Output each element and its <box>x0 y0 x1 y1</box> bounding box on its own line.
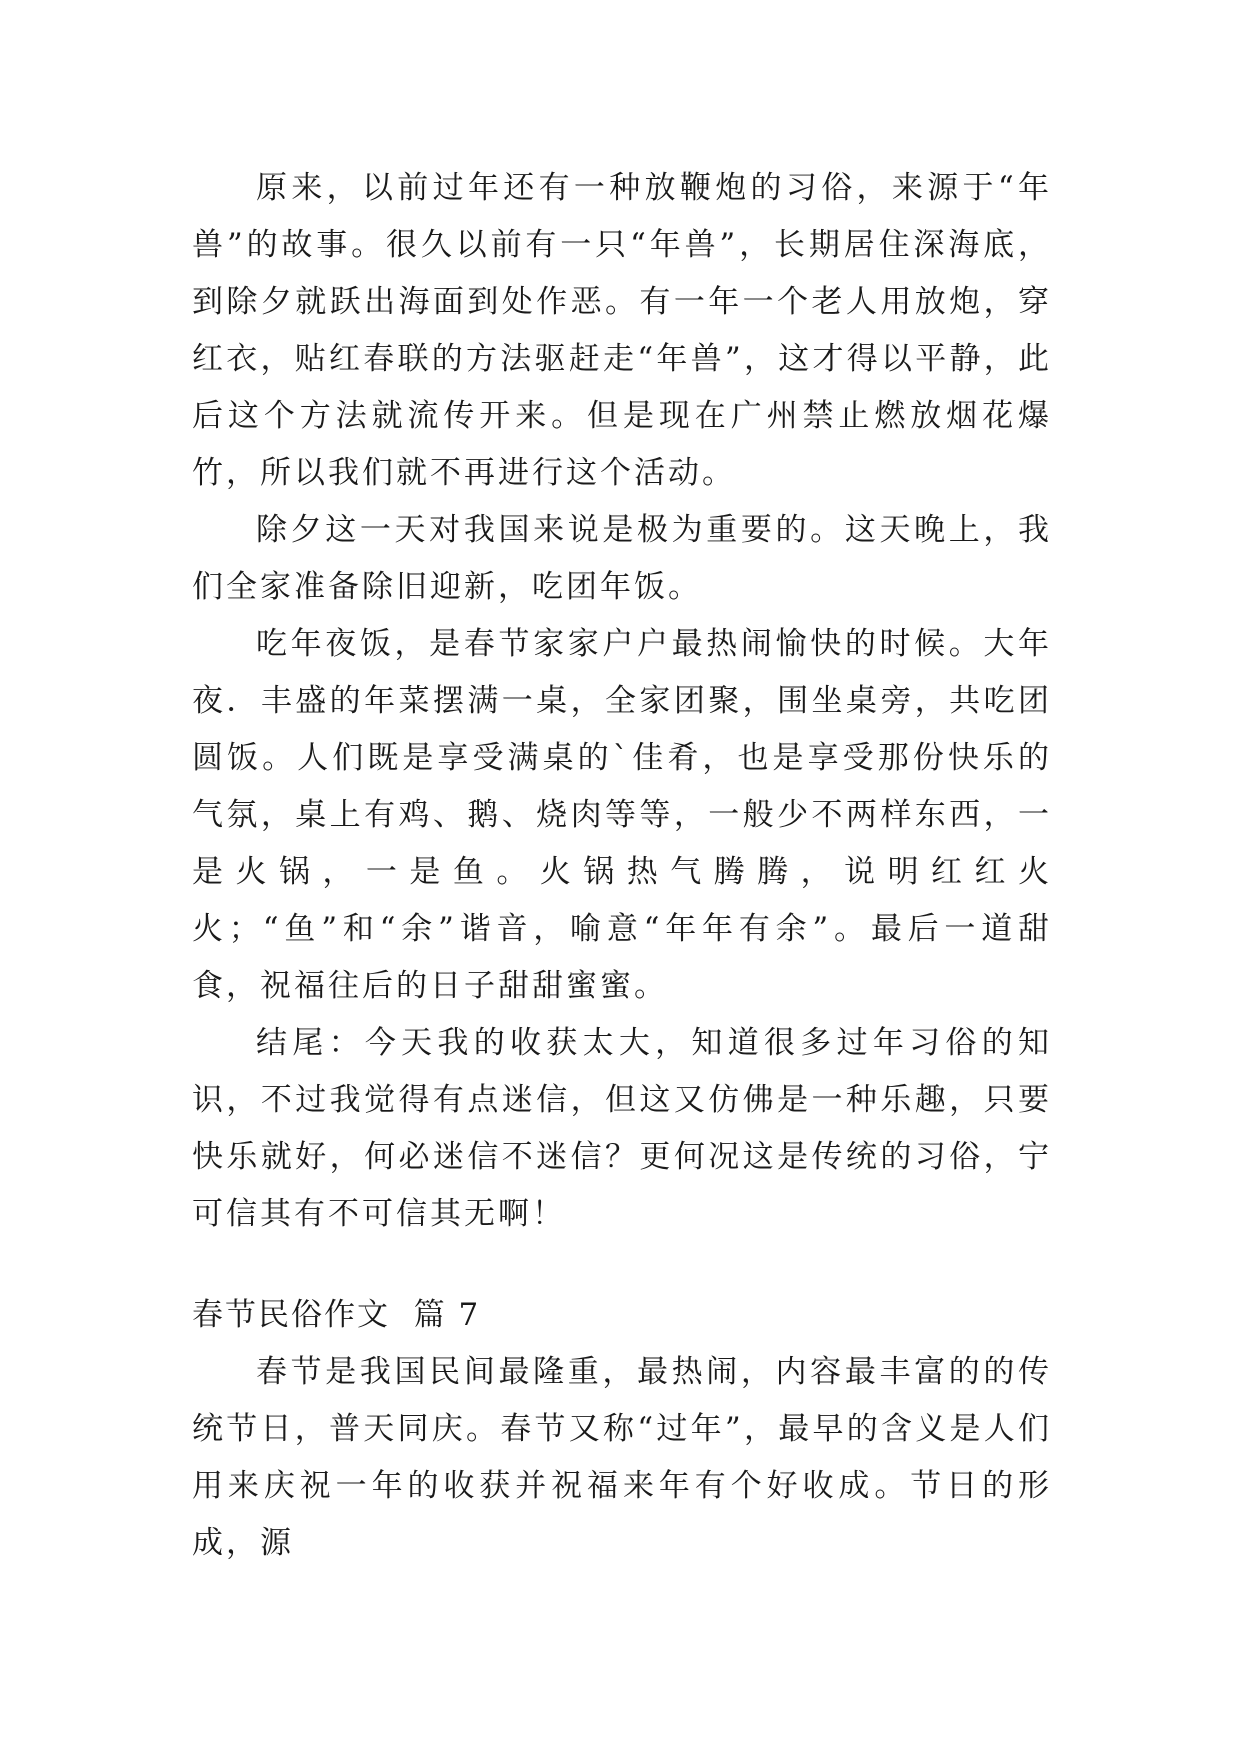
paragraph-reunion-dinner: 吃年夜饭，是春节家家户户最热闹愉快的时候。大年夜．丰盛的年菜摆满一桌，全家团聚，围坐桌旁，共吃团圆饭。人们既是享受满桌的`佳肴，也是享受那份快乐的气氛，桌上有鸡、鹅、烧肉等等，一般少不两样东西，一是火锅，一是鱼。火锅热气腾腾，说明红红火火；“鱼”和“余”谐音，喻意“年年有余”。最后一道甜食，祝福往后的日子甜甜蜜蜜。 <box>192 626 1052 1004</box>
paragraph-spring-festival-intro: 春节是我国民间最隆重，最热闹，内容最丰富的的传统节日，普天同庆。春节又称“过年”，最早的含义是人们用来庆祝一年的收获并祝福来年有个好收成。节日的形成，源 <box>192 1354 1052 1561</box>
paragraph-firecrackers: 原来，以前过年还有一种放鞭炮的习俗，来源于“年兽”的故事。很久以前有一只“年兽”，长期居住深海底，到除夕就跃出海面到处作恶。有一年一个老人用放炮，穿红衣，贴红春联的方法驱赶走“年兽”，这才得以平静，此后这个方法就流传开来。但是现在广州禁止燃放烟花爆竹，所以我们就不再进行这个活动。 <box>192 170 1052 491</box>
section-heading: 春节民俗作文 篇 7 <box>192 1297 481 1333</box>
paragraph-conclusion: 结尾：今天我的收获太大，知道很多过年习俗的知识，不过我觉得有点迷信，但这又仿佛是一种乐趣，只要快乐就好，何必迷信不迷信？更何况这是传统的习俗，宁可信其有不可信其无啊！ <box>192 1025 1052 1232</box>
document-body <box>192 160 1052 1572</box>
paragraph-new-years-eve: 除夕这一天对我国来说是极为重要的。这天晚上，我们全家准备除旧迎新，吃团年饭。 <box>192 512 1052 605</box>
